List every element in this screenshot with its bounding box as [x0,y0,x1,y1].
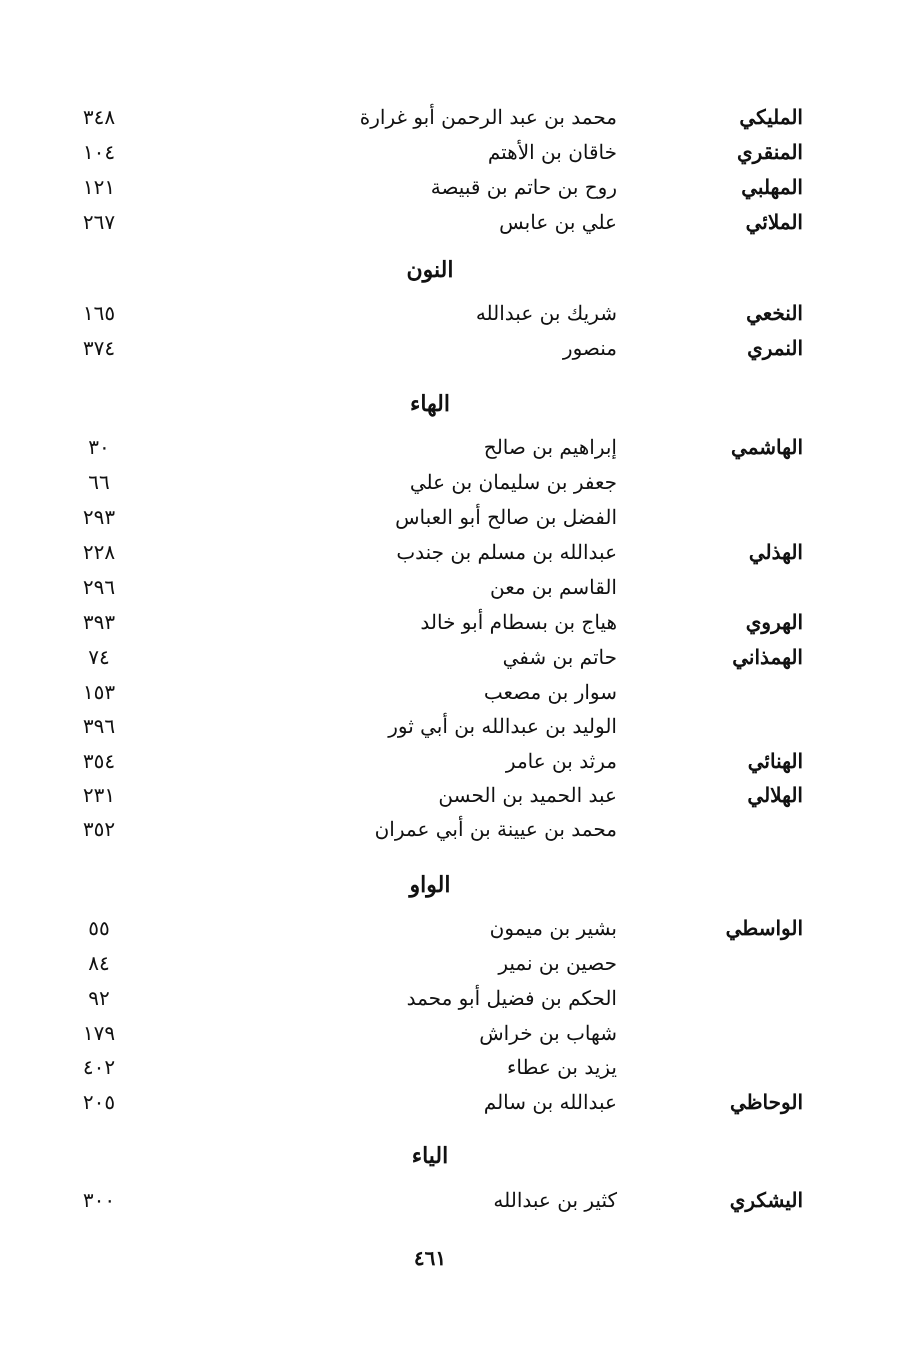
entry-name: الوليد بن عبدالله بن أبي ثور [388,714,617,738]
entry-name: محمد بن عيينة بن أبي عمران [374,817,617,841]
entry-nisba: الملائي [745,210,803,234]
index-entry [0,170,913,204]
section-heading: الهاء [409,391,450,417]
entry-page-number: ٧٤ [88,645,110,669]
index-entry [0,778,913,812]
index-entry [0,430,913,464]
entry-page-number: ٣٠ [88,435,110,459]
entry-name: شهاب بن خراش [479,1021,617,1045]
entry-nisba: الهاشمي [731,435,803,459]
entry-page-number: ١٠٤ [82,140,116,164]
index-entry [0,1050,913,1084]
entry-nisba: الهذلي [748,540,803,564]
entry-page-number: ٣٩٣ [82,610,116,634]
index-entry [0,812,913,846]
entry-name: حصين بن نمير [498,951,617,975]
entry-name: الحكم بن فضيل أبو محمد [406,986,617,1010]
index-entry [0,100,913,134]
entry-name: مرثد بن عامر [505,749,617,773]
entry-name: شريك بن عبدالله [475,301,617,325]
entry-name: علي بن عابس [499,210,617,234]
entry-page-number: ٣٠٠ [82,1188,116,1212]
entry-page-number: ٢٩٣ [82,505,116,529]
entry-page-number: ٢٢٨ [82,540,116,564]
index-entry [0,1085,913,1119]
entry-page-number: ٥٥ [88,916,110,940]
entry-page-number: ٢٩٦ [82,575,116,599]
entry-name: منصور [562,336,617,360]
entry-name: حاتم بن شفي [502,645,617,669]
entry-nisba: الواسطي [725,916,803,940]
index-entry [0,1016,913,1050]
index-entry [0,570,913,604]
entry-page-number: ١٥٣ [82,680,116,704]
entry-name: عبدالله بن مسلم بن جندب [396,540,617,564]
entry-nisba: المنقري [736,140,803,164]
index-entry [0,744,913,778]
entry-name: جعفر بن سليمان بن علي [409,470,617,494]
entry-page-number: ١٢١ [82,175,116,199]
entry-name: يزيد بن عطاء [506,1055,617,1079]
entry-page-number: ٣٥٢ [82,817,116,841]
entry-page-number: ٩٢ [88,986,110,1010]
entry-page-number: ٣٤٨ [82,105,116,129]
index-entry [0,296,913,330]
entry-page-number: ٣٩٦ [82,714,116,738]
index-entry [0,675,913,709]
index-entry [0,911,913,945]
entry-nisba: النخعي [746,301,803,325]
entry-page-number: ١٧٩ [82,1021,116,1045]
entry-page-number: ١٦٥ [82,301,116,325]
entry-name: خاقان بن الأهتم [487,140,617,164]
entry-nisba: المليكي [739,105,803,129]
entry-page-number: ٢٦٧ [82,210,116,234]
entry-name: محمد بن عبد الرحمن أبو غرارة [359,105,617,129]
index-entry [0,605,913,639]
index-entry [0,465,913,499]
section-heading: النون [406,257,454,283]
entry-page-number: ٣٧٤ [82,336,116,360]
entry-name: سوار بن مصعب [483,680,617,704]
entry-nisba: النمري [747,336,803,360]
entry-nisba: المهلبي [741,175,803,199]
entry-nisba: الوحاظي [729,1090,803,1114]
section-heading: الواو [409,872,451,898]
index-entry [0,535,913,569]
entry-name: هياج بن بسطام أبو خالد [420,610,617,634]
entry-name: الفضل بن صالح أبو العباس [395,505,617,529]
index-entry [0,205,913,239]
entry-page-number: ٢٣١ [82,783,116,807]
entry-nisba: الهروي [745,610,803,634]
index-entry [0,946,913,980]
index-entry [0,500,913,534]
entry-page-number: ٤٠٢ [82,1055,116,1079]
entry-nisba: اليشكري [729,1188,803,1212]
entry-name: القاسم بن معن [489,575,617,599]
entry-name: إبراهيم بن صالح [483,435,617,459]
index-entry [0,1183,913,1217]
index-entry [0,135,913,169]
entry-name: روح بن حاتم بن قبيصة [430,175,617,199]
entry-name: بشير بن ميمون [489,916,617,940]
entry-name: عبدالله بن سالم [483,1090,617,1114]
page-number: ٤٦١ [413,1246,447,1270]
entry-nisba: الهلالي [747,783,803,807]
entry-name: عبد الحميد بن الحسن [438,783,617,807]
index-entry [0,981,913,1015]
index-entry [0,640,913,674]
entry-nisba: الهنائي [747,749,803,773]
entry-page-number: ٢٠٥ [82,1090,116,1114]
entry-page-number: ٣٥٤ [82,749,116,773]
entry-page-number: ٦٦ [88,470,110,494]
index-entry [0,709,913,743]
entry-nisba: الهمذاني [732,645,803,669]
section-heading: الياء [411,1143,449,1169]
entry-page-number: ٨٤ [88,951,110,975]
entry-name: كثير بن عبدالله [493,1188,617,1212]
index-entry [0,331,913,365]
